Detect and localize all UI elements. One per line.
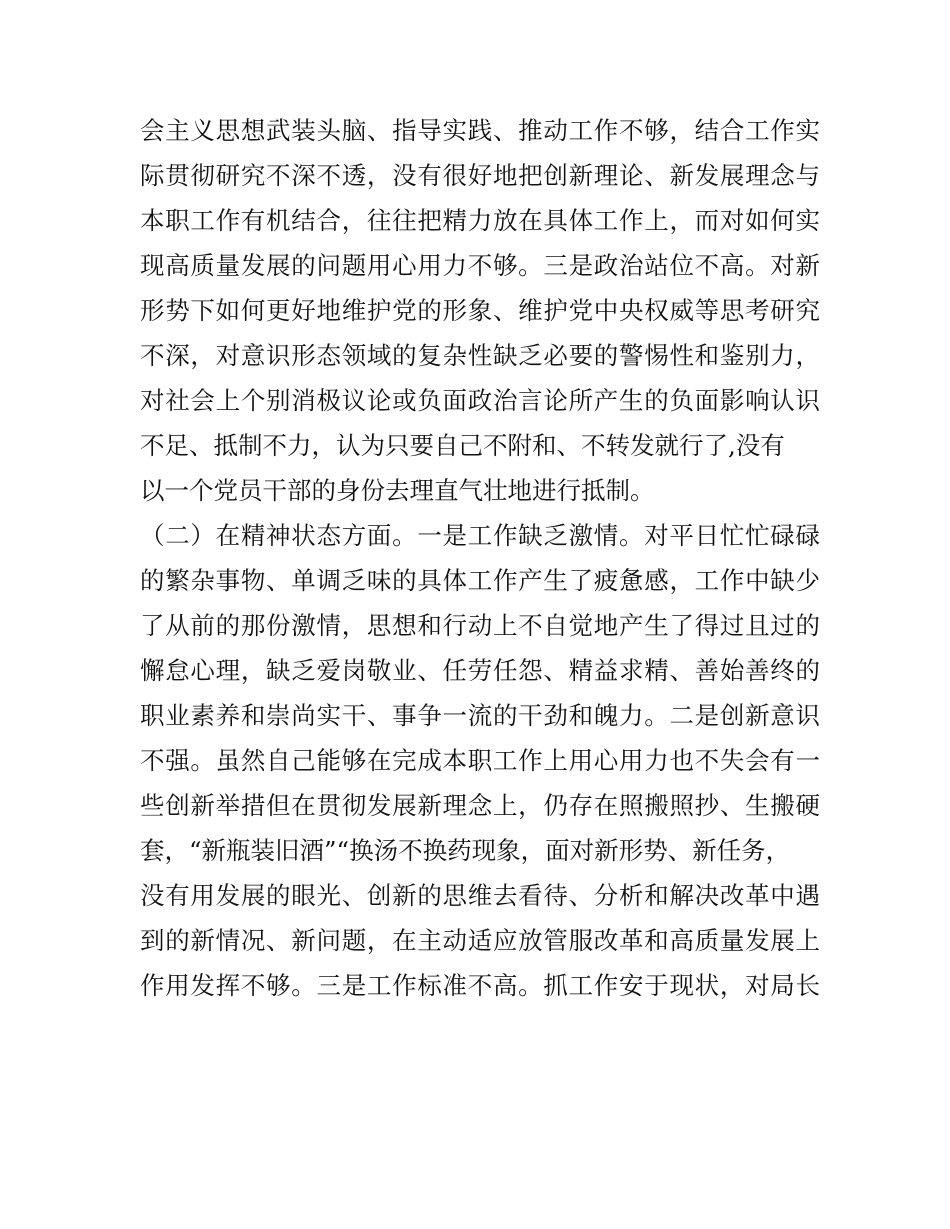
text-line: 不强。虽然自己能够在完成本职工作上用心用力也不失会有一 — [140, 746, 820, 775]
body-text — [140, 108, 820, 1008]
text-line: 不足、抵制不力，认为只要自己不附和、不转发就行了,没有 — [140, 431, 785, 460]
text-line: 会主义思想武装头脑、指导实践、推动工作不够，结合工作实 — [140, 116, 820, 145]
text-line: 作用发挥不够。三是工作标准不高。抓工作安于现状，对局长 — [140, 971, 820, 1000]
text-line: 懈怠心理，缺乏爱岗敬业、任劳任怨、精益求精、善始善终的 — [140, 656, 820, 685]
text-line: 些创新举措但在贯彻发展新理念上，仍存在照搬照抄、生搬硬 — [140, 791, 820, 820]
text-line: 本职工作有机结合，往往把精力放在具体工作上，而对如何实 — [140, 206, 820, 235]
text-line: 没有用发展的眼光、创新的思维去看待、分析和解决改革中遇 — [140, 881, 820, 910]
text-line: 对社会上个别消极议论或负面政治言论所产生的负面影响认识 — [140, 386, 820, 415]
text-line: 形势下如何更好地维护党的形象、维护党中央权威等思考研究 — [140, 296, 820, 325]
text-line: 到的新情况、新问题，在主动适应放管服改革和高质量发展上 — [140, 926, 820, 955]
text-line: 不深，对意识形态领域的复杂性缺乏必要的警惕性和鉴别力， — [140, 341, 820, 370]
paragraph-end-line: 以一个党员干部的身份去理直气壮地进行抵制。 — [140, 476, 655, 505]
text-line: 际贯彻研究不深不透，没有很好地把创新理论、新发展理念与 — [140, 161, 820, 190]
text-line: 现高质量发展的问题用心用力不够。三是政治站位不高。对新 — [140, 251, 820, 280]
text-line: 了从前的那份激情，思想和行动上不自觉地产生了得过且过的 — [140, 611, 820, 640]
text-line: 套，“新瓶装旧酒”“换汤不换药现象，面对新形势、新任务， — [140, 836, 791, 865]
section-heading-line: （二）在精神状态方面。一是工作缺乏激情。对平日忙忙碌碌 — [140, 521, 820, 550]
text-line: 职业素养和崇尚实干、事争一流的干劲和魄力。二是创新意识 — [140, 701, 820, 730]
text-line: 的繁杂事物、单调乏味的具体工作产生了疲惫感，工作中缺少 — [140, 566, 820, 595]
